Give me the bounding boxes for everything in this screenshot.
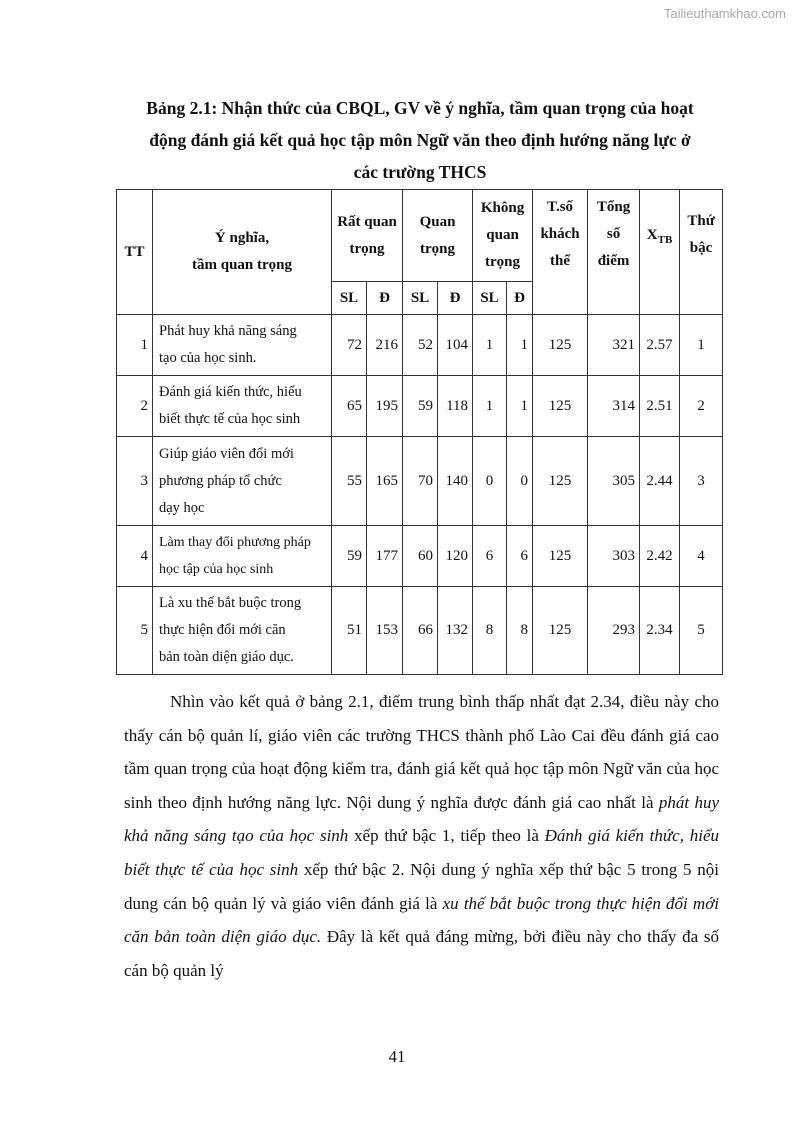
cell-sl-very: 72	[332, 315, 367, 376]
header-not-l3: trọng	[485, 254, 521, 270]
content-line: dạy học	[159, 499, 205, 516]
cell-tt: 1	[117, 315, 153, 376]
table-row	[117, 315, 723, 376]
cell-score: 305	[588, 437, 640, 526]
header-important	[403, 190, 473, 282]
cell-sl-not: 8	[473, 587, 507, 675]
table-caption	[100, 92, 740, 188]
header-score-l1: Tổng	[596, 199, 631, 215]
text-segment: xếp thứ bậc 1, tiếp theo là	[348, 826, 545, 846]
header-total-l1: T.số	[547, 199, 574, 215]
body-paragraph	[124, 685, 719, 987]
cell-d-not: 1	[507, 315, 533, 376]
cell-d-very: 195	[367, 376, 403, 437]
cell-score: 303	[588, 526, 640, 587]
header-xtb-main: X	[646, 227, 658, 243]
cell-content	[153, 376, 332, 437]
cell-tt: 4	[117, 526, 153, 587]
cell-content	[153, 526, 332, 587]
page-number: 41	[388, 1047, 406, 1066]
content-line: bản toàn diện giáo dục.	[159, 649, 294, 665]
content-line: Làm thay đổi phương pháp	[159, 535, 311, 550]
cell-sl-imp: 66	[403, 587, 438, 675]
cell-d-imp: 118	[438, 376, 473, 437]
cell-d-very: 165	[367, 437, 403, 526]
cell-score: 321	[588, 315, 640, 376]
content-line: Đánh giá kiến thức, hiểu	[159, 384, 302, 400]
cell-d-not: 1	[507, 376, 533, 437]
cell-sl-not: 0	[473, 437, 507, 526]
content-line: tạo của học sinh.	[159, 350, 257, 366]
caption-line-1: Bảng 2.1: Nhận thức của CBQL, GV về ý nghĩa, tầm quan trọng của hoạt	[146, 98, 694, 118]
content-line: biết thực tế của học sinh	[159, 411, 301, 427]
italic-segment: Đánh giá kiến thức, hiểu biết thực tế của học sinh	[124, 826, 719, 879]
header-meaning-l2: tầm quan trọng	[191, 257, 292, 273]
cell-score: 293	[588, 587, 640, 675]
cell-d-imp: 140	[438, 437, 473, 526]
cell-score: 314	[588, 376, 640, 437]
subheader-d-3: Đ	[507, 282, 533, 315]
analysis-paragraph	[124, 685, 719, 987]
table-row	[117, 376, 723, 437]
text-segment: xếp thứ bậc 2. Nội dung ý nghĩa xếp thứ bậc 5 trong 5 nội dung cán bộ quản lý và giáo viên đánh giá là	[124, 859, 719, 913]
header-total-score	[588, 190, 640, 315]
header-not-important	[473, 190, 533, 282]
header-rank-l2: bậc	[689, 240, 713, 256]
italic-segment: xu thế bắt buộc trong thực hiện đổi mới căn bản toàn diện giáo dục.	[124, 893, 719, 947]
cell-d-imp: 120	[438, 526, 473, 587]
text-segment: Nhìn vào kết quả ở bảng 2.1, điểm trung bình thấp nhất đạt 2.34, điều này cho thấy cán bộ quản lí, giáo viên các trường THCS thành phố Lào Cai đều đánh giá cao tầm quan trọng của hoạt động kiểm tra, đánh giá kết quả học tập môn Ngữ văn của học sinh theo định hướng năng lực. Nội dung ý nghĩa được đánh giá cao nhất là	[124, 692, 719, 812]
cell-d-not: 0	[507, 437, 533, 526]
cell-rank: 3	[680, 437, 723, 526]
cell-sl-not: 1	[473, 376, 507, 437]
cell-sl-imp: 70	[403, 437, 438, 526]
header-meaning-l1: Ý nghĩa,	[214, 230, 270, 246]
cell-sl-imp: 52	[403, 315, 438, 376]
subheader-sl-1: SL	[332, 282, 367, 315]
cell-d-imp: 132	[438, 587, 473, 675]
cell-total: 125	[533, 437, 588, 526]
cell-content	[153, 587, 332, 675]
cell-total: 125	[533, 587, 588, 675]
cell-sl-imp: 60	[403, 526, 438, 587]
header-rank-l1: Thứ	[687, 213, 715, 229]
subheader-d-2: Đ	[438, 282, 473, 315]
subheader-sl-3: SL	[473, 282, 507, 315]
header-imp-l2: trọng	[420, 240, 456, 257]
survey-table	[116, 189, 723, 675]
content-line: Phát huy khả năng sáng	[159, 323, 297, 339]
content-line: phương pháp tổ chức	[159, 472, 282, 489]
cell-sl-not: 6	[473, 526, 507, 587]
cell-d-not: 8	[507, 587, 533, 675]
cell-xtb: 2.42	[640, 526, 680, 587]
header-xtb	[640, 190, 680, 315]
header-not-l1: Không	[480, 200, 525, 216]
cell-sl-very: 65	[332, 376, 367, 437]
cell-sl-not: 1	[473, 315, 507, 376]
header-very-l2: trọng	[349, 240, 385, 257]
header-tt: TT	[117, 190, 153, 315]
cell-xtb: 2.51	[640, 376, 680, 437]
cell-d-very: 177	[367, 526, 403, 587]
cell-d-very: 153	[367, 587, 403, 675]
cell-content	[153, 315, 332, 376]
caption-line-3: các trường THCS	[353, 162, 487, 182]
header-total-l3: thể	[550, 253, 571, 269]
cell-d-imp: 104	[438, 315, 473, 376]
header-rank	[680, 190, 723, 315]
content-line: Giúp giáo viên đổi mới	[159, 445, 294, 462]
cell-rank: 5	[680, 587, 723, 675]
cell-rank: 4	[680, 526, 723, 587]
cell-xtb: 2.34	[640, 587, 680, 675]
cell-sl-very: 51	[332, 587, 367, 675]
cell-tt: 2	[117, 376, 153, 437]
table-row	[117, 437, 723, 526]
cell-total: 125	[533, 526, 588, 587]
cell-tt: 5	[117, 587, 153, 675]
content-line: thực hiện đổi mới căn	[159, 622, 286, 638]
caption-line-2: động đánh giá kết quả học tập môn Ngữ văn theo định hướng năng lực ở	[149, 130, 691, 150]
cell-xtb: 2.44	[640, 437, 680, 526]
header-score-l2: số	[606, 226, 621, 242]
cell-d-not: 6	[507, 526, 533, 587]
header-very-important	[332, 190, 403, 282]
header-row	[117, 190, 723, 282]
subheader-sl-2: SL	[403, 282, 438, 315]
cell-xtb: 2.57	[640, 315, 680, 376]
cell-total: 125	[533, 315, 588, 376]
cell-total: 125	[533, 376, 588, 437]
header-not-l2: quan	[486, 227, 519, 243]
cell-tt: 3	[117, 437, 153, 526]
content-line: Là xu thế bắt buộc trong	[159, 595, 302, 611]
cell-sl-very: 59	[332, 526, 367, 587]
header-total-l2: khách	[540, 226, 580, 242]
header-very-l1: Rất quan	[337, 213, 397, 230]
header-total-respondents	[533, 190, 588, 315]
table-row	[117, 526, 723, 587]
table-row	[117, 587, 723, 675]
italic-segment: phát huy khả năng sáng tạo của học sinh	[124, 792, 719, 846]
cell-sl-imp: 59	[403, 376, 438, 437]
cell-sl-very: 55	[332, 437, 367, 526]
cell-d-very: 216	[367, 315, 403, 376]
cell-rank: 2	[680, 376, 723, 437]
watermark: Tailieuthamkhao.com	[663, 6, 786, 21]
header-meaning	[153, 190, 332, 315]
cell-content	[153, 437, 332, 526]
header-imp-l1: Quan	[419, 213, 456, 230]
header-xtb-sub: TB	[657, 234, 673, 246]
cell-rank: 1	[680, 315, 723, 376]
text-segment: Đây là kết quả đáng mừng, bởi điều này cho thấy đa số cán bộ quản lý	[124, 927, 720, 980]
header-score-l3: điểm	[597, 253, 630, 269]
content-line: học tập của học sinh	[159, 562, 274, 577]
subheader-d-1: Đ	[367, 282, 403, 315]
